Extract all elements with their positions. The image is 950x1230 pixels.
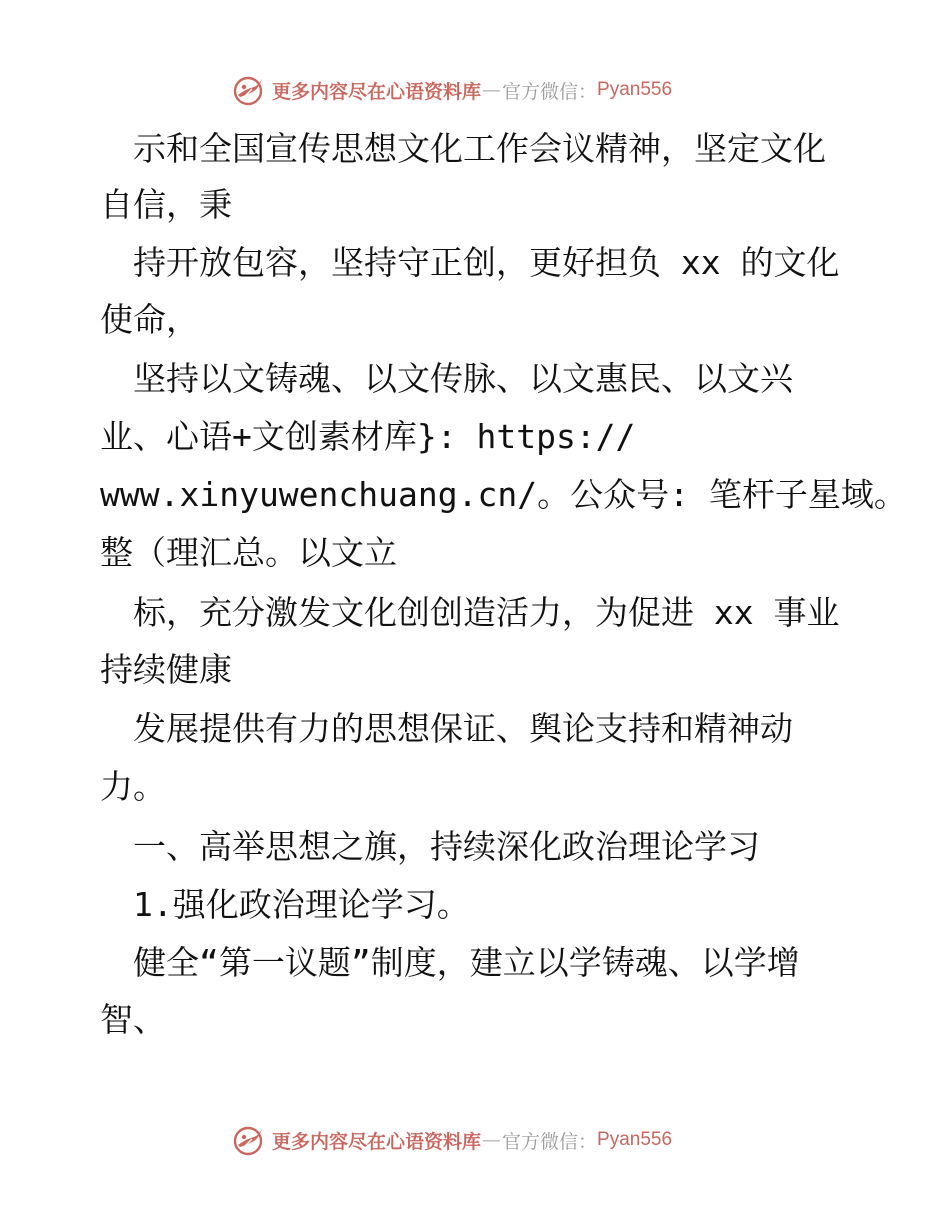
body-line: 智、 <box>100 1000 166 1039</box>
body-line: 持续健康 <box>100 650 232 689</box>
body-line: 坚持以文铸魂、以文传脉、以文惠民、以文兴 <box>100 359 793 398</box>
footer-dash: — <box>482 1129 502 1151</box>
header-promo-text: 更多内容尽在心语资料库 <box>272 80 482 103</box>
quill-pen-logo-icon <box>232 1123 266 1157</box>
body-line: 力。 <box>100 767 166 806</box>
footer-banner <box>232 1120 672 1160</box>
section-heading: 一、高举思想之旗，持续深化政治理论学习 <box>100 827 760 866</box>
body-line: 示和全国宣传思想文化工作会议精神，坚定文化 <box>100 129 826 168</box>
body-line: 使命， <box>100 300 199 339</box>
header-wechat-id: Pyan556 <box>597 79 673 100</box>
body-line: 自信，秉 <box>100 185 232 224</box>
body-line: 标，充分激发文化创创造活力，为促进 xx 事业 <box>100 593 840 632</box>
body-line: 业、心语+文创素材库}: https:// <box>100 417 636 456</box>
footer-wechat-id: Pyan556 <box>597 1129 673 1150</box>
header-banner <box>232 70 672 110</box>
footer-promo-text: 更多内容尽在心语资料库 <box>272 1130 482 1153</box>
quill-pen-logo-icon <box>232 73 266 107</box>
body-line: 发展提供有力的思想保证、舆论支持和精神动 <box>100 709 793 748</box>
header-wechat-label: 官方微信： <box>502 80 598 103</box>
body-line: 健全“第一议题”制度，建立以学铸魂、以学增 <box>100 943 800 982</box>
header-dash: — <box>482 79 502 101</box>
subsection-heading: 1.强化政治理论学习。 <box>100 885 470 924</box>
body-line: www.xinyuwenchuang.cn/。公众号: 笔杆子星域。 <box>100 475 907 514</box>
footer-wechat-label: 官方微信： <box>502 1130 598 1153</box>
body-line: 持开放包容，坚持守正创，更好担负 xx 的文化 <box>100 243 840 282</box>
body-line: 整（理汇总。以文立 <box>100 533 397 572</box>
